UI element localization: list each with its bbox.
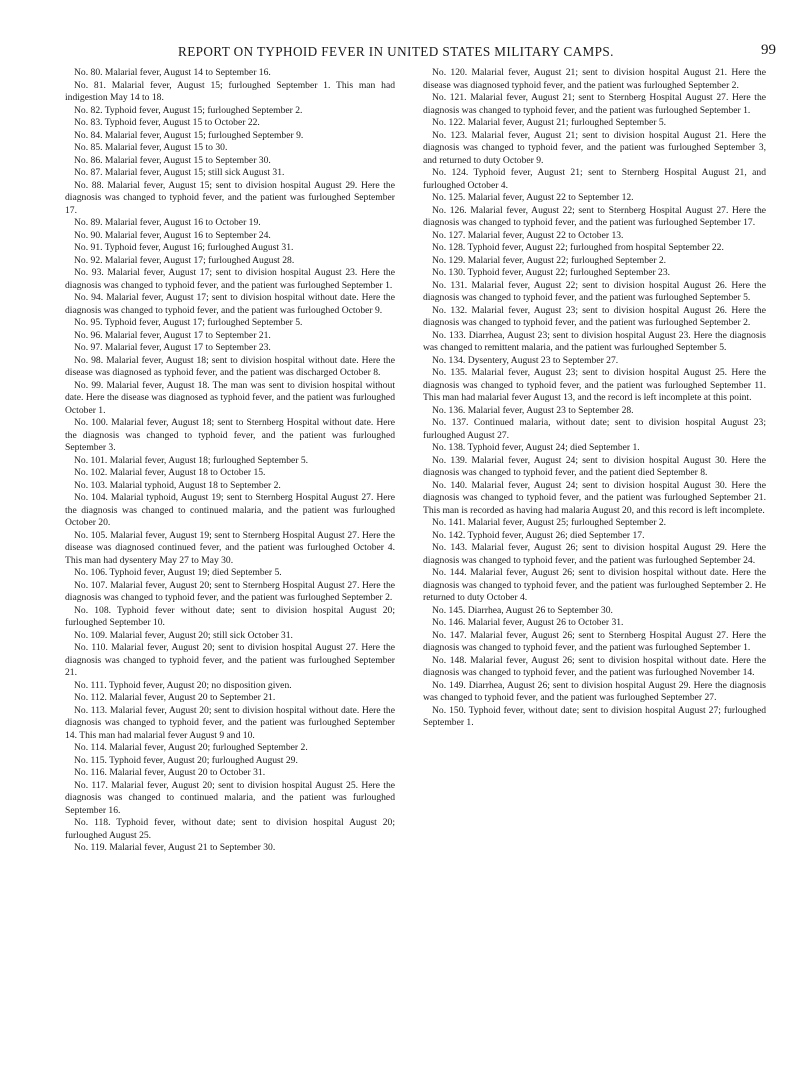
case-entry: No. 82. Typhoid fever, August 15; furloughed September 2. [74,104,303,116]
case-entry: No. 130. Typhoid fever, August 22; furloughed September 23. [432,267,671,278]
case-entry: No. 113. Malarial fever, August 20; sent to division hospital without date. Here the diagnosis was changed to typhoid fever, and the patient was furloughed September 14. This man had malarial fever August 9 and 10. [65,704,395,741]
case-entry: No. 148. Malarial fever, August 26; sent to division hospital without date. Here the diagnosis was changed to typhoid fever, and the patient was furloughed November 14. [423,654,766,678]
case-entry: No. 98. Malarial fever, August 18; sent to division hospital without date. Here the disease was diagnosed as typhoid fever, and the patient was discharged October 8. [65,354,395,378]
case-entry: No. 149. Diarrhea, August 26; sent to division hospital August 29. Here the diagnosis was changed to typhoid fever, and the patient was furloughed September 27. [423,679,766,703]
case-entry: No. 121. Malarial fever, August 21; sent to Sternberg Hospital August 27. Here the diagnosis was changed to typhoid fever, and the patient was furloughed September 1. [423,92,766,116]
case-entry: No. 139. Malarial fever, August 24; sent to division hospital August 30. Here the diagnosis was changed to typhoid fever, and the patient died September 8. [423,454,766,478]
case-entry: No. 106. Typhoid fever, August 19; died September 5. [74,567,282,578]
case-entry: No. 100. Malarial fever, August 18; sent to Sternberg Hospital without date. Here the diagnosis was changed to typhoid fever, and the patient was furloughed September 3. [65,417,395,453]
case-entry: No. 86. Malarial fever, August 15 to September 30. [74,154,271,166]
case-entry: No. 104. Malarial typhoid, August 19; sent to Sternberg Hospital August 27. Here the diagnosis was changed to continued malaria, and the patient was furloughed October 20. [65,492,395,528]
case-entry: No. 125. Malarial fever, August 22 to September 12. [432,192,634,203]
case-entry: No. 93. Malarial fever, August 17; sent to division hospital August 23. Here the diagnosis was changed to typhoid fever, and the patient was furloughed September 1. [65,267,395,291]
case-entry: No. 135. Malarial fever, August 23; sent to division hospital August 25. Here the diagnosis was changed to typhoid fever, and the patient was furloughed September 11. This man had malarial fever August 13, and the record is left incomplete at this point. [423,367,766,403]
case-entry: No. 81. Malarial fever, August 15; furloughed September 1. This man had indigestion May 14 to 18. [65,79,395,103]
case-entry: No. 97. Malarial fever, August 17 to September 23. [74,342,271,353]
case-entry: No. 90. Malarial fever, August 16 to September 24. [74,229,271,241]
case-entry: No. 102. Malarial fever, August 18 to October 15. [74,467,266,478]
case-entry: No. 128. Typhoid fever, August 22; furloughed from hospital September 22. [432,242,724,253]
case-entry: No. 103. Malarial typhoid, August 18 to September 2. [74,479,281,491]
case-entry: No. 142. Typhoid fever, August 26; died September 17. [432,529,645,541]
case-entry: No. 101. Malarial fever, August 18; furloughed September 5. [74,454,309,466]
case-entry: No. 88. Malarial fever, August 15; sent to division hospital August 29. Here the diagnosis was changed to typhoid fever, and the patient was furloughed September 17. [65,179,395,216]
page-header [0,44,801,62]
case-entry: No. 91. Typhoid fever, August 16; furloughed August 31. [74,242,294,253]
case-entry: No. 107. Malarial fever, August 20; sent to Sternberg Hospital August 27. Here the diagnosis was changed to typhoid fever, and the patient was furloughed September 2. [65,579,395,603]
case-entry: No. 114. Malarial fever, August 20; furloughed September 2. [74,742,308,753]
page-number: 99 [761,42,776,58]
case-entry: No. 126. Malarial fever, August 22; sent to Sternberg Hospital August 27. Here the diagnosis was changed to typhoid fever, and the patient was furloughed September 17. [423,204,766,228]
case-entry: No. 147. Malarial fever, August 26; sent to Sternberg Hospital August 27. Here the diagnosis was changed to typhoid fever, and the patient was furloughed September 1. [423,629,766,653]
case-entry: No. 145. Diarrhea, August 26 to September 30. [432,604,613,616]
case-entry: No. 109. Malarial fever, August 20; still sick October 31. [74,629,293,641]
case-entry: No. 110. Malarial fever, August 20; sent to division hospital August 27. Here the diagnosis was changed to typhoid fever, and the patient was furloughed September 21. [65,642,395,678]
case-entry: No. 136. Malarial fever, August 23 to September 28. [432,404,634,416]
case-entry: No. 127. Malarial fever, August 22 to October 13. [432,229,624,241]
running-head: REPORT ON TYPHOID FEVER IN UNITED STATES MILITARY CAMPS. [178,44,614,59]
case-entry: No. 120. Malarial fever, August 21; sent to division hospital August 21. Here the disease was diagnosed typhoid fever, and the patient was furloughed September 2. [423,67,766,91]
case-entry: No. 141. Malarial fever, August 25; furloughed September 2. [432,517,667,528]
case-entry: No. 85. Malarial fever, August 15 to 30. [74,142,228,153]
case-entry: No. 95. Typhoid fever, August 17; furloughed September 5. [74,317,303,328]
case-entry: No. 132. Malarial fever, August 23; sent to division hospital August 26. Here the diagnosis was changed to typhoid fever, and the patient was furloughed September 2. [423,304,766,328]
case-entry: No. 105. Malarial fever, August 19; sent to Sternberg Hospital August 27. Here the disease was diagnosed continued fever, and the patient was furloughed October 4. This man had dysentery May 27 to May 30. [65,529,395,566]
case-entry: No. 122. Malarial fever, August 21; furloughed September 5. [432,117,667,128]
case-entry: No. 80. Malarial fever, August 14 to September 16. [74,67,271,78]
case-entry: No. 84. Malarial fever, August 15; furloughed September 9. [74,129,304,141]
case-entry: No. 150. Typhoid fever, without date; sent to division hospital August 27; furloughed September 1. [423,704,766,728]
case-entry: No. 146. Malarial fever, August 26 to October 31. [432,617,624,628]
case-entry: No. 133. Diarrhea, August 23; sent to division hospital August 23. Here the diagnosis was changed to remittent malaria, and the patient was furloughed September 5. [423,329,766,353]
case-entry: No. 118. Typhoid fever, without date; sent to division hospital August 20; furloughed August 25. [65,817,395,841]
case-entry: No. 123. Malarial fever, August 21; sent to division hospital August 21. Here the diagnosis was changed to typhoid fever, and the patient was furloughed September 3, and returned to duty October 9. [423,129,766,166]
case-entry: No. 138. Typhoid fever, August 24; died September 1. [432,442,640,453]
case-entry: No. 134. Dysentery, August 23 to September 27. [432,354,619,366]
case-entry: No. 92. Malarial fever, August 17; furloughed August 28. [74,254,295,266]
case-entry: No. 94. Malarial fever, August 17; sent to division hospital without date. Here the diagnosis was changed to typhoid fever, and the patient was furloughed October 9. [65,292,395,316]
case-entry: No. 89. Malarial fever, August 16 to October 19. [74,217,261,228]
case-entry: No. 83. Typhoid fever, August 15 to October 22. [74,117,260,128]
case-entry: No. 99. Malarial fever, August 18. The man was sent to division hospital without date. Here the disease was diagnosed as typhoid fever, and the patient was furloughed October 1. [65,379,395,416]
case-entry: No. 96. Malarial fever, August 17 to September 21. [74,329,271,341]
case-entry: No. 119. Malarial fever, August 21 to September 30. [74,842,276,853]
case-entry: No. 124. Typhoid fever, August 21; sent to Sternberg Hospital August 21, and furloughed October 4. [423,167,766,191]
case-entry: No. 115. Typhoid fever, August 20; furloughed August 29. [74,754,298,766]
case-entry: No. 87. Malarial fever, August 15; still sick August 31. [74,167,285,178]
right-column [423,67,766,730]
case-entry: No. 143. Malarial fever, August 26; sent to division hospital August 29. Here the diagnosis was changed to typhoid fever, and the patient was furloughed September 24. [423,542,766,566]
case-entry: No. 131. Malarial fever, August 22; sent to division hospital August 26. Here the diagnosis was changed to typhoid fever, and the patient was furloughed September 5. [423,279,766,303]
case-entry: No. 111. Typhoid fever, August 20; no disposition given. [74,679,292,691]
left-column [65,67,395,855]
case-entry: No. 117. Malarial fever, August 20; sent to division hospital August 25. Here the diagnosis was changed to continued malaria, and the patient was furloughed September 16. [65,779,395,816]
case-entry: No. 108. Typhoid fever without date; sent to division hospital August 20; furloughed September 10. [65,604,395,628]
case-entry: No. 140. Malarial fever, August 24; sent to division hospital August 30. Here the diagnosis was changed to typhoid fever, and the patient was furloughed September 21. This man is recorded as having had malaria August 20, and this record is left incomplete. [423,479,766,516]
case-entry: No. 129. Malarial fever, August 22; furloughed September 2. [432,254,667,266]
case-entry: No. 116. Malarial fever, August 20 to October 31. [74,767,266,778]
case-entry: No. 112. Malarial fever, August 20 to September 21. [74,692,276,703]
case-entry: No. 144. Malarial fever, August 26; sent to division hospital without date. Here the diagnosis was changed to typhoid fever, and the patient was furloughed September 2. He returned to duty October 4. [423,567,766,603]
case-entry: No. 137. Continued malaria, without date; sent to division hospital August 23; furloughed August 27. [423,417,766,441]
